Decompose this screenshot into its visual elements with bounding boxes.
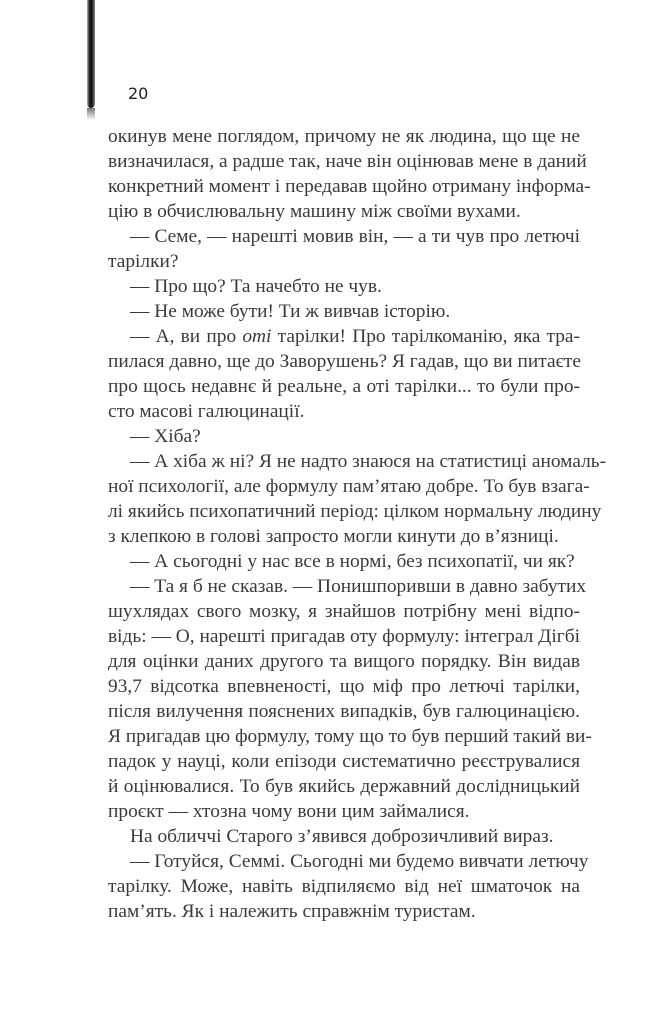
text-line: ної психології, але формулу пам’ятаю добре. То був взага-	[108, 476, 590, 497]
body-text	[108, 124, 607, 924]
page-number: 20	[128, 84, 149, 103]
text-line: — Не може бути! Ти ж вивчав історію.	[130, 301, 451, 322]
text-line: падок у науці, коли епізоди систематично реєструвалися	[108, 751, 580, 772]
text-line: шухлядах свого мозку, я знайшов потрібну мені відпо-	[108, 601, 580, 622]
text-line: цію в обчислювальну машину між своїми вухами.	[108, 201, 521, 222]
text-line: сто масові галюцинації.	[108, 401, 305, 422]
text-line: конкретний момент і передавав щойно отриману інформа-	[108, 176, 591, 197]
text-line: — Про що? Та начебто не чув.	[130, 276, 382, 297]
text-segment: тарілки! Про тарілкоманію, яка тра-	[271, 326, 580, 347]
text-line: після вилучення пояснених випадків, був галюцинацією.	[108, 701, 580, 722]
text-line: для оцінки даних другого та вищого порядку. Він видав	[108, 651, 580, 672]
text-line: лі якийсь психопатичний період: цілком нормальну людину	[108, 501, 602, 522]
text-line: — Готуйся, Семмі. Сьогодні ми будемо вивчати летючу	[130, 851, 589, 872]
text-line: тарілку. Може, навіть відпиляємо від неї шматочок на	[108, 876, 580, 897]
text-line: окинув мене поглядом, причому не як людина, що ще не	[108, 126, 580, 147]
text-line: Я пригадав цю формулу, тому що то був перший такий ви-	[108, 726, 592, 747]
page-edge-mark	[87, 0, 95, 108]
text-line: пилася давно, ще до Заворушень? Я гадав, що ви питаєте	[108, 351, 581, 372]
text-line: проєкт — хтозна чому вони цим займалися.	[108, 801, 470, 822]
text-line: — Семе, — нарешті мовив він, — а ти чув про летючі	[130, 226, 580, 247]
italic-word: оті	[242, 326, 272, 347]
text-line: — Хіба?	[130, 426, 201, 447]
text-line: тарілки?	[108, 251, 179, 272]
text-line: 93,7 відсотка впевненості, що міф про летючі тарілки,	[108, 676, 580, 697]
text-line: визначилася, а радше так, наче він оцінював мене в даний	[108, 151, 587, 172]
text-line: — А хіба ж ні? Я не надто знаюся на статистиці аномаль-	[130, 451, 607, 472]
text-line: — А сьогодні у нас все в нормі, без психопатії, чи як?	[130, 551, 575, 572]
text-line: пам’ять. Як і належить справжнім туристам.	[108, 901, 476, 922]
text-line: з клепкою в голові запросто могли кинути до в’язниці.	[108, 526, 559, 547]
text-line: На обличчі Старого з’явився доброзичливий вираз.	[130, 826, 554, 847]
text-line	[108, 324, 580, 349]
text-line: про щось недавнє й реальне, а оті тарілки... то були про-	[108, 376, 580, 397]
text-line: відь: — О, нарешті пригадав оту формулу: інтеграл Дігбі	[108, 626, 580, 647]
text-line: — Та я б не сказав. — Понишпоривши в давно забутих	[130, 576, 587, 597]
text-line: й оцінювалися. То був якийсь державний дослідницький	[108, 776, 580, 797]
text-segment: — А, ви про	[130, 326, 243, 347]
